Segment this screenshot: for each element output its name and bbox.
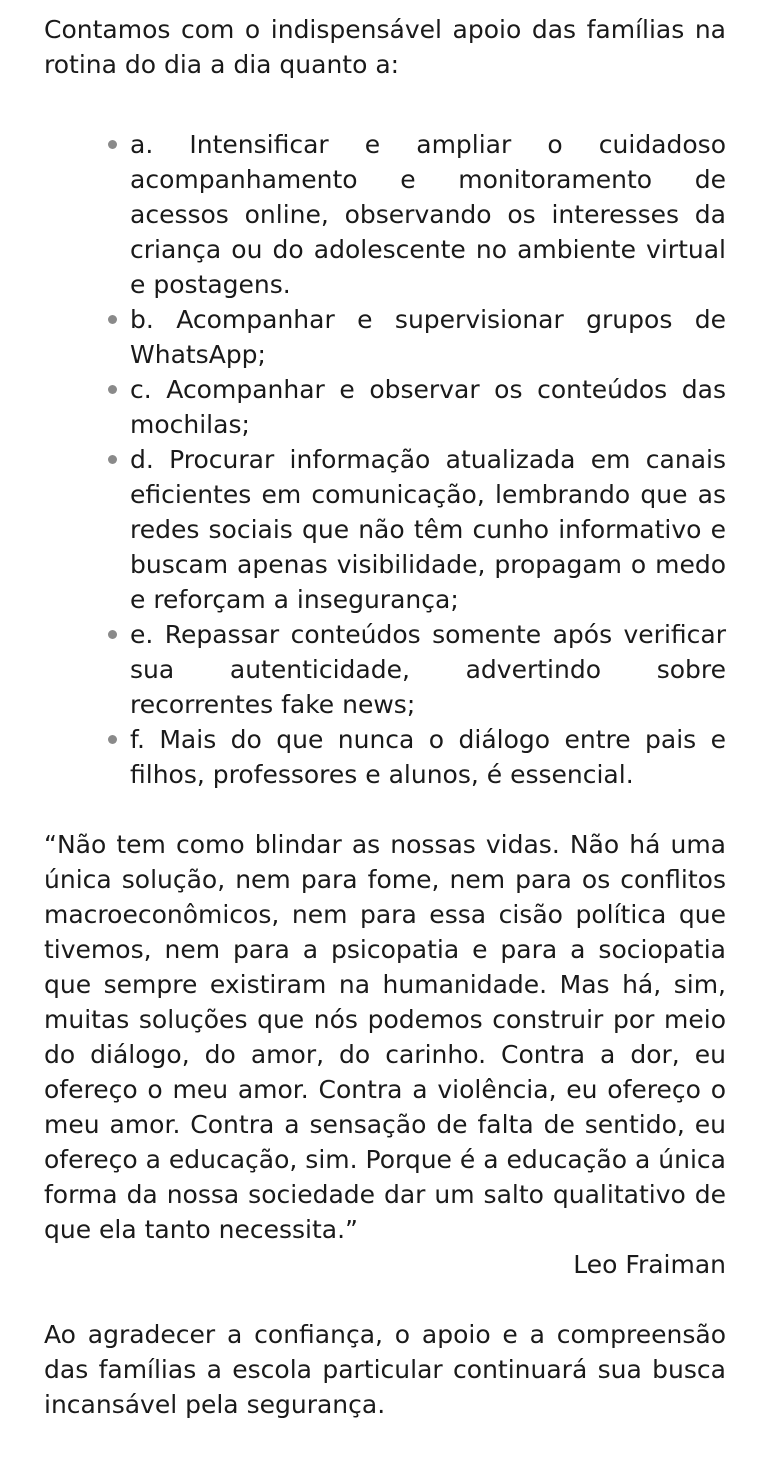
list-item xyxy=(130,302,726,372)
quote-paragraph: “Não tem como blindar as nossas vidas. Não há uma única solução, nem para fome, nem para os conflitos macroeconômicos, nem para essa cisão política que tivemos, nem para a psicopatia e para a sociopatia que sempre existiram na humanidade. Mas há, sim, muitas soluções que nós podemos construir por meio do diálogo, do amor, do carinho. Contra a dor, eu ofereço o meu amor. Contra a violência, eu ofereço o meu amor. Contra a sensação de falta de sentido, eu ofereço a educação, sim. Porque é a educação a única forma da nossa sociedade dar um salto qualitativo de que ela tanto necessita.” xyxy=(44,830,726,1244)
list-item xyxy=(130,617,726,722)
bullet-icon xyxy=(108,630,117,639)
list-item-text: a. Intensificar e ampliar o cuidadoso acompanhamento e monitoramento de acessos online, observando os interesses da criança ou do adolescente no ambiente virtual e postagens. xyxy=(130,130,726,299)
list-item-text: c. Acompanhar e observar os conteúdos das mochilas; xyxy=(130,375,726,439)
list-item-text: b. Acompanhar e supervisionar grupos de WhatsApp; xyxy=(130,305,726,369)
list-item xyxy=(130,442,726,617)
guidance-list xyxy=(44,127,726,792)
list-item xyxy=(130,722,726,792)
bullet-icon xyxy=(108,455,117,464)
bullet-icon xyxy=(108,735,117,744)
bullet-icon xyxy=(108,385,117,394)
list-item xyxy=(130,372,726,442)
list-item-text: f. Mais do que nunca o diálogo entre pais e filhos, professores e alunos, é essencial. xyxy=(130,725,726,789)
bullet-icon xyxy=(108,315,117,324)
bullet-icon xyxy=(108,140,117,149)
list-item-text: d. Procurar informação atualizada em canais eficientes em comunicação, lembrando que as redes sociais que não têm cunho informativo e buscam apenas visibilidade, propagam o medo e reforçam a insegurança; xyxy=(130,445,726,614)
closing-paragraph: Ao agradecer a confiança, o apoio e a compreensão das famílias a escola particular continuará sua busca incansável pela segurança. xyxy=(44,1320,726,1419)
list-item-text: e. Repassar conteúdos somente após verificar sua autenticidade, advertindo sobre recorrentes fake news; xyxy=(130,620,726,719)
intro-paragraph: Contamos com o indispensável apoio das famílias na rotina do dia a dia quanto a: xyxy=(44,15,726,79)
list-item xyxy=(130,127,726,302)
quote-author: Leo Fraiman xyxy=(573,1250,726,1279)
